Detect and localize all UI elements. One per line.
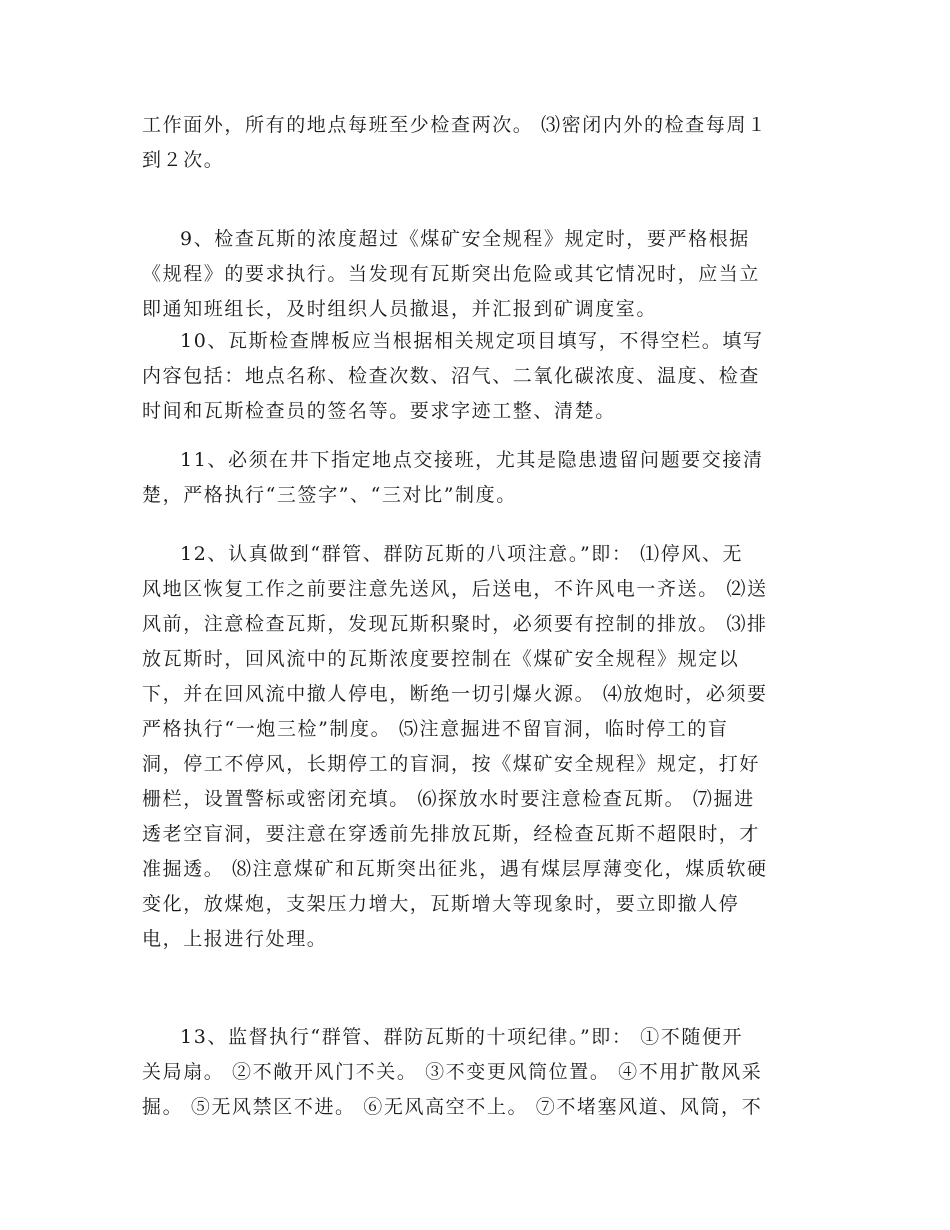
text-line: 关局扇。 ②不敞开风门不关。 ③不变更风筒位置。 ④不用扩散风采 <box>142 1061 763 1083</box>
text-line: 电，上报进行处理。 <box>142 928 328 950</box>
text-line: 严格执行“一炮三检”制度。 ⑸注意掘进不留盲洞，临时停工的盲 <box>142 718 729 740</box>
text-line: 内容包括：地点名称、检查次数、沼气、二氧化碳浓度、温度、检查 <box>142 365 761 387</box>
paragraph-8-continued <box>142 108 812 178</box>
text-line: 栅栏，设置警标或密闭充填。 ⑹探放水时要注意检查瓦斯。 ⑺掘进 <box>142 788 755 810</box>
paragraph-9 <box>142 222 812 327</box>
text-line: 下，并在回风流中撤人停电，断绝一切引爆火源。 ⑷放炮时，必须要 <box>142 683 768 705</box>
paragraph-10 <box>142 324 812 429</box>
text-line: 工作面外，所有的地点每班至少检查两次。 ⑶密闭内外的检查每周１ <box>142 114 768 136</box>
text-line: 放瓦斯时，回风流中的瓦斯浓度要控制在《煤矿安全规程》规定以 <box>142 648 740 670</box>
text-line: 12、认真做到“群管、群防瓦斯的八项注意。”即： ⑴停风、无 <box>180 543 744 565</box>
paragraph-13 <box>142 1020 812 1125</box>
text-line: 洞，停工不停风，长期停工的盲洞，按《煤矿安全规程》规定，打好 <box>142 753 761 775</box>
text-line: 风前，注意检查瓦斯，发现瓦斯积聚时，必须要有控制的排放。 ⑶排 <box>142 613 768 635</box>
text-line: 楚，严格执行“三签字”、“三对比”制度。 <box>142 484 517 506</box>
text-line: 即通知班组长，及时组织人员撤退，并汇报到矿调度室。 <box>142 298 658 320</box>
paragraph-11 <box>142 443 812 513</box>
text-line: 时间和瓦斯检查员的签名等。要求字迹工整、清楚。 <box>142 400 616 422</box>
text-line: 13、监督执行“群管、群防瓦斯的十项纪律。”即： ①不随便开 <box>180 1026 744 1048</box>
text-line: 11、必须在井下指定地点交接班，尤其是隐患遗留问题要交接清 <box>180 449 764 471</box>
text-line: 《规程》的要求执行。当发现有瓦斯突出危险或其它情况时，应当立 <box>142 263 761 285</box>
text-line: 风地区恢复工作之前要注意先送风，后送电，不许风电一齐送。 ⑵送 <box>142 578 768 600</box>
text-line: 透老空盲洞，要注意在穿透前先排放瓦斯，经检查瓦斯不超限时，才 <box>142 823 761 845</box>
text-line: 准掘透。 ⑻注意煤矿和瓦斯突出征兆，遇有煤层厚薄变化，煤质软硬 <box>142 858 768 880</box>
text-line: 掘。 ⑤无风禁区不进。 ⑥无风高空不上。 ⑦不堵塞风道、风筒，不 <box>142 1096 763 1118</box>
text-line: 9、检查瓦斯的浓度超过《煤矿安全规程》规定时，要严格根据 <box>180 228 750 250</box>
text-line: 到２次。 <box>142 149 225 171</box>
paragraph-12 <box>142 537 812 957</box>
text-line: 10、瓦斯检查牌板应当根据相关规定项目填写，不得空栏。填写 <box>180 330 764 352</box>
text-line: 变化，放煤炮，支架压力增大，瓦斯增大等现象时，要立即撤人停 <box>142 893 740 915</box>
